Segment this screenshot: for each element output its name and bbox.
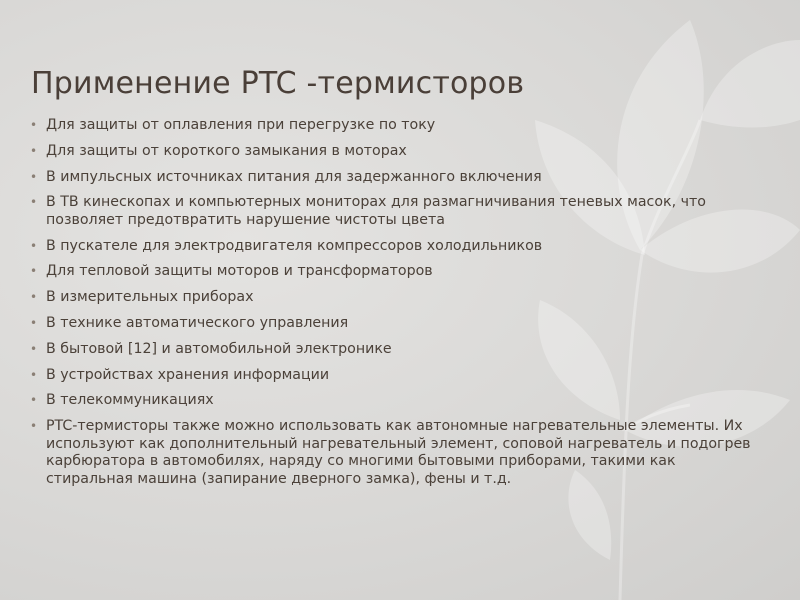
list-item-text: В бытовой [12] и автомобильной электронике [46,340,392,357]
list-item [30,169,765,187]
list-item-text: В ТВ кинескопах и компьютерных мониторах для размагничивания теневых масок, что позволяет предотвратить нарушение чистоты цвета [46,194,706,228]
list-item [30,263,765,281]
bullet-icon: • [30,367,38,382]
list-item-text: В измерительных приборах [46,289,254,306]
list-item-text: Для защиты от короткого замыкания в моторах [46,142,407,159]
list-item [30,289,765,307]
slide-title: Применение PTC -термисторов [31,66,525,101]
list-item-text: Для тепловой защиты моторов и трансформаторов [46,263,433,280]
bullet-icon: • [30,195,38,210]
bullet-icon: • [30,143,38,158]
bullet-icon: • [30,169,38,184]
list-item [30,341,765,359]
list-item-text: В импульсных источниках питания для задержанного включения [46,168,542,185]
bullet-icon: • [30,316,38,331]
list-item [30,367,765,385]
bullet-icon: • [30,341,38,356]
list-item [30,117,765,135]
list-item [30,194,765,229]
bullet-icon: • [30,118,38,132]
bullet-icon: • [30,393,38,408]
list-item-text: PTC-термисторы также можно использовать как автономные нагревательные элементы. Их используют как дополнительный нагревательный элемент, соповой нагреватель и подогрев карбюратора в автомобилях, наряду со многими бытовыми приборами, такими как стиральная машина (запирание дверного замка), фены и т.д. [46,418,751,487]
list-item-text: В телекоммуникациях [46,392,214,409]
list-item [30,315,765,333]
bullet-icon: • [30,238,38,253]
list-item [30,238,765,256]
bullet-icon: • [30,290,38,305]
bullet-icon: • [30,264,38,279]
list-item [30,392,765,410]
list-item [30,418,765,488]
list-item-text: В технике автоматического управления [46,315,349,332]
bullet-list [30,117,765,497]
list-item-text: В пускателе для электродвигателя компрессоров холодильников [46,237,543,254]
list-item [30,143,765,161]
bullet-icon: • [30,419,38,434]
list-item-text: Для защиты от оплавления при перегрузке по току [46,117,436,133]
list-item-text: В устройствах хранения информации [46,366,330,383]
